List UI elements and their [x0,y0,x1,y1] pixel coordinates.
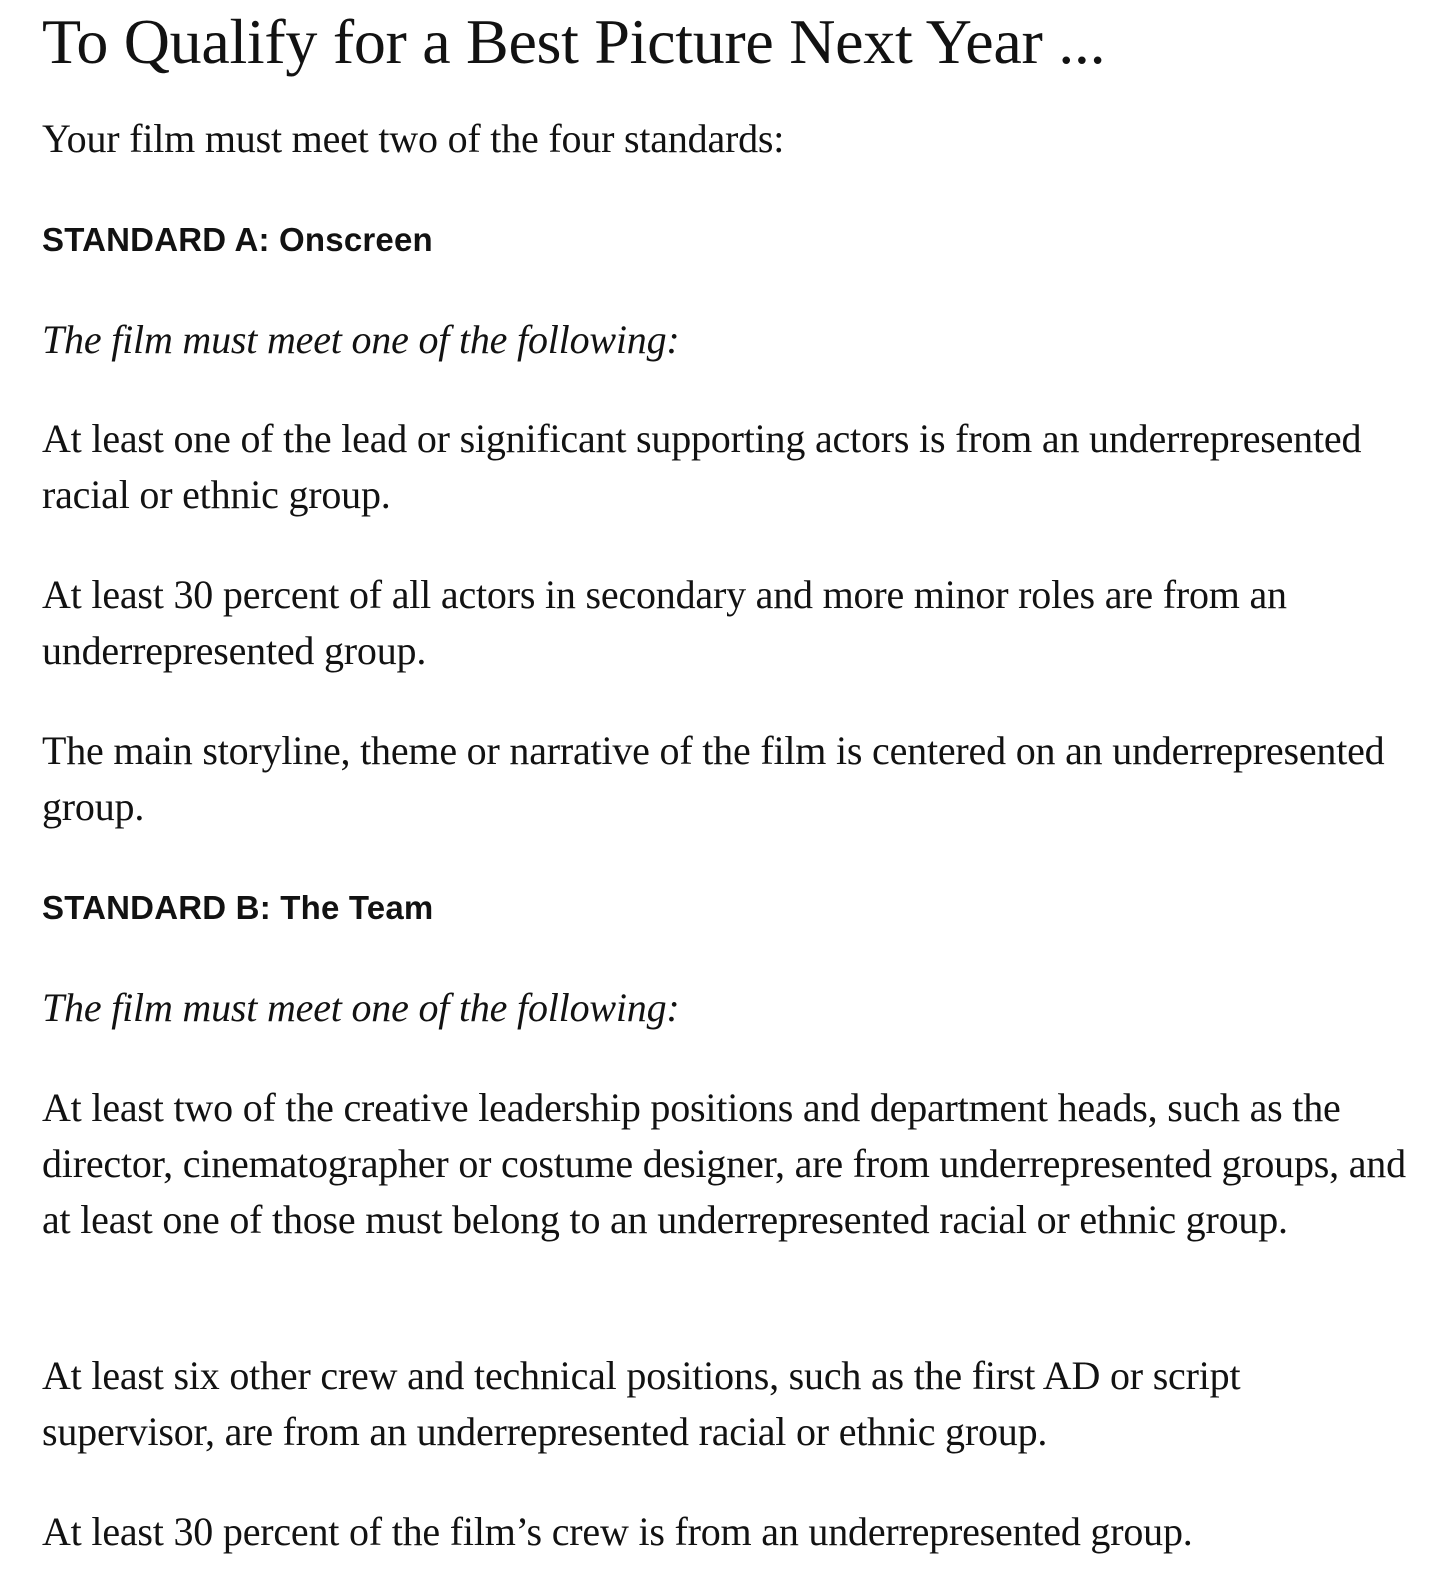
standard-a-item-3: The main storyline, theme or narrative of the film is centered on an underrepresented group. [42,728,1385,829]
standard-b-item-2: At least six other crew and technical positions, such as the first AD or script supervisor, are from an underrepresented racial or ethnic group. [42,1353,1241,1454]
article-title: To Qualify for a Best Picture Next Year ... [42,6,1106,77]
intro-paragraph: Your film must meet two of the four standards: [42,116,785,161]
standard-a-heading: STANDARD A: Onscreen [42,221,433,258]
standard-a-item-2: At least 30 percent of all actors in secondary and more minor roles are from an underrepresented group. [42,572,1287,673]
standard-b-item-3: At least 30 percent of the film’s crew is from an underrepresented group. [42,1509,1193,1554]
standard-b-subheading: The film must meet one of the following: [42,985,680,1030]
standard-a-item-1: At least one of the lead or significant supporting actors is from an underrepresented racial or ethnic group. [42,416,1362,517]
standard-a-subheading: The film must meet one of the following: [42,317,680,362]
standard-b-heading: STANDARD B: The Team [42,889,434,926]
standard-b-item-1: At least two of the creative leadership positions and department heads, such as the director, cinematographer or costume designer, are from underrepresented groups, and at least one of those must belong to an underrepresented racial or ethnic group. [42,1085,1406,1242]
